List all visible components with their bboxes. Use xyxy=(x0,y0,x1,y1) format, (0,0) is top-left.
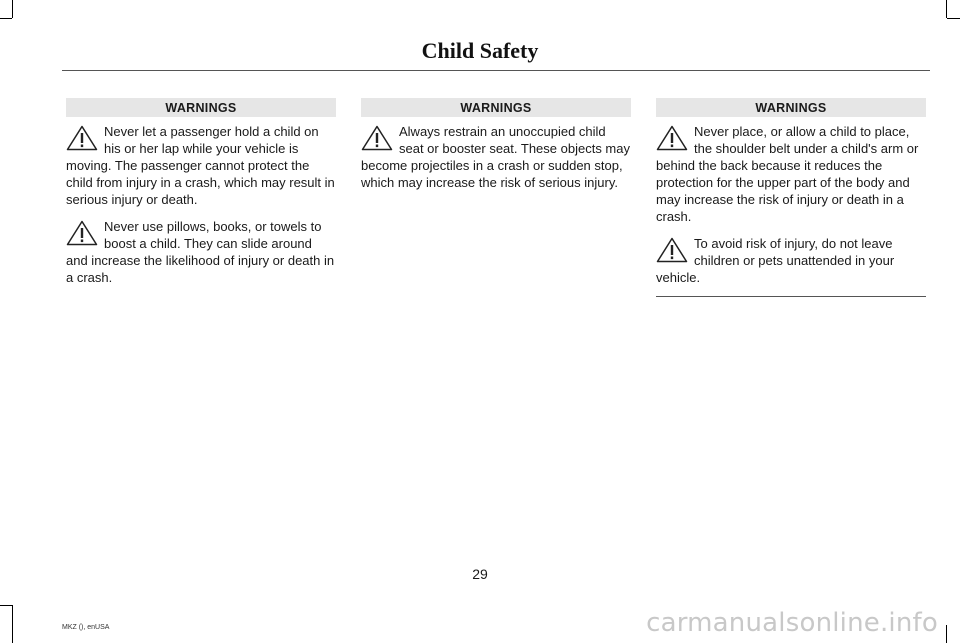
warning-text: Always restrain an unoccupied child seat or booster seat. These objects may become projectiles in a crash or sudden stop, which may increase the risk of serious injury. xyxy=(361,124,630,190)
crop-mark xyxy=(946,625,947,643)
crop-mark xyxy=(0,605,12,606)
column-heading: WARNINGS xyxy=(361,98,631,117)
warning-text: To avoid risk of injury, do not leave children or pets unattended in your vehicle. xyxy=(656,236,895,285)
warning-text: Never let a passenger hold a child on his or her lap while your vehicle is moving. The passenger cannot protect the child from injury in a crash, which may result in serious injury or death. xyxy=(66,124,335,207)
warning-triangle-icon xyxy=(656,237,688,263)
column-end-divider xyxy=(656,296,926,297)
crop-mark xyxy=(12,605,13,643)
warnings-column-2 xyxy=(361,98,631,201)
warning-triangle-icon xyxy=(361,125,393,151)
warning-item xyxy=(66,218,336,286)
warning-item xyxy=(656,123,926,225)
warning-item xyxy=(656,235,926,286)
warning-text: Never use pillows, books, or towels to boost a child. They can slide around and increase the likelihood of injury or death in a crash. xyxy=(66,219,335,285)
page-number: 29 xyxy=(472,566,488,582)
warning-text: Never place, or allow a child to place, the shoulder belt under a child's arm or behind the back because it reduces the protection for the upper part of the body and may increase the risk of injury or death in a crash. xyxy=(656,124,919,224)
page-title: Child Safety xyxy=(421,38,539,63)
warning-triangle-icon xyxy=(656,125,688,151)
crop-mark xyxy=(12,0,13,18)
crop-mark xyxy=(0,18,12,19)
warnings-column-1 xyxy=(66,98,336,296)
warning-triangle-icon xyxy=(66,220,98,246)
warnings-column-3 xyxy=(656,98,926,297)
warning-item xyxy=(361,123,631,191)
header-divider xyxy=(62,70,930,71)
warning-item xyxy=(66,123,336,208)
column-heading: WARNINGS xyxy=(656,98,926,117)
crop-mark xyxy=(947,18,960,19)
column-heading: WARNINGS xyxy=(66,98,336,117)
warning-triangle-icon xyxy=(66,125,98,151)
doc-code: MKZ (), enUSA xyxy=(62,624,110,631)
crop-mark xyxy=(946,0,947,18)
watermark: carmanualsonline.info xyxy=(646,608,938,638)
